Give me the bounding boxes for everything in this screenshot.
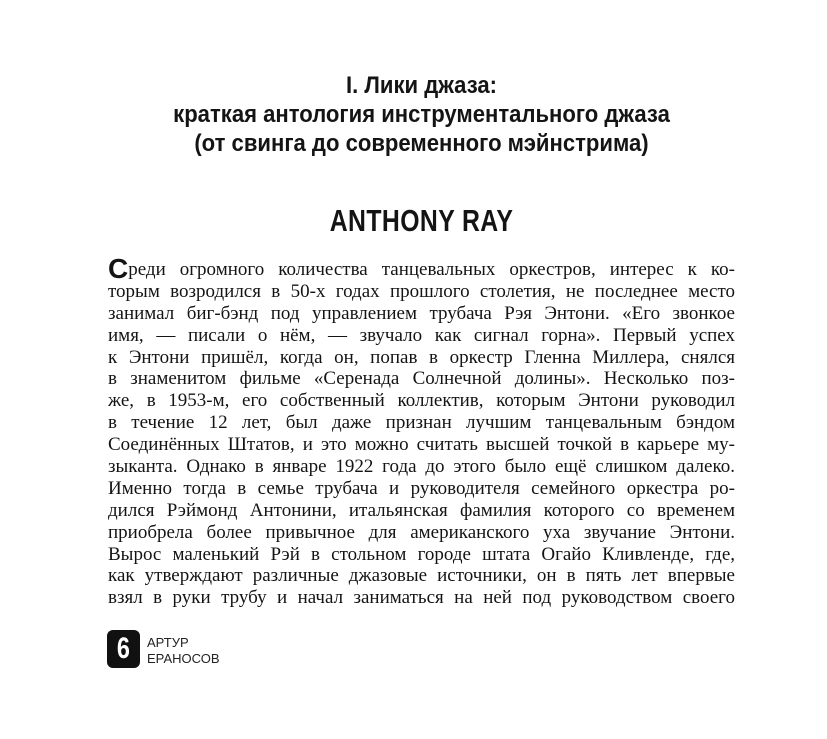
author-name (147, 635, 220, 667)
body-line-13: приобрела более привычное для американского уха звучание Энтони. (108, 521, 735, 543)
page-number: 6 (116, 632, 131, 665)
chapter-heading-line-3: (от свинга до современного мэйнстрима) (194, 130, 649, 157)
body-line-3: занимал биг-бэнд под управлением трубача Рэя Энтони. «Его звонкое (108, 302, 735, 324)
body-line-1-text: реди огромного количества танцевальных оркестров, интерес к ко- (128, 259, 735, 280)
body-line-4: имя, — писали о нём, — звучало как сигнал горна». Первый успех (108, 324, 735, 346)
body-line-8: в течение 12 лет, был даже признан лучшим танцевальным бэндом (108, 412, 735, 434)
author-last-name: ЕРАНОСОВ (147, 651, 220, 666)
chapter-heading (108, 71, 735, 158)
body-line-12: дился Рэймонд Антонини, итальянская фамилия которого со временем (108, 499, 735, 521)
body-line-10: зыканта. Однако в январе 1922 года до этого было ещё слишком далеко. (108, 456, 735, 478)
body-line-14: Вырос маленький Рэй в стольном городе штата Огайо Кливленде, где, (108, 543, 735, 565)
body-line-15: как утверждают различные джазовые источники, он в пять лет впервые (108, 565, 735, 587)
body-line-11: Именно тогда в семье трубача и руководителя семейного оркестра ро- (108, 477, 735, 499)
body-text (108, 253, 735, 609)
body-line-1 (108, 253, 735, 284)
body-line-9: Соединённых Штатов, и это можно считать высшей точкой в карьере му- (108, 434, 735, 456)
chapter-heading-line-2: краткая антология инструментального джаза (173, 101, 670, 128)
page-number-badge (107, 630, 140, 668)
body-line-2: торым возродился в 50-х годах прошлого столетия, не последнее место (108, 280, 735, 302)
chapter-heading-line-1: I. Лики джаза: (345, 72, 498, 99)
body-line-5: к Энтони пришёл, когда он, попав в оркестр Гленна Миллера, снялся (108, 346, 735, 368)
article-title: ANTHONY RAY (329, 203, 514, 238)
drop-cap: С (108, 253, 129, 284)
author-first-name: АРТУР (147, 635, 189, 650)
body-line-16: взял в руки трубу и начал заниматься на ней под руководством своего (108, 587, 735, 609)
body-line-7: же, в 1953-м, его собственный коллектив, которым Энтони руководил (108, 390, 735, 412)
body-line-6: в знаменитом фильме «Серенада Солнечной долины». Несколько поз- (108, 368, 735, 390)
